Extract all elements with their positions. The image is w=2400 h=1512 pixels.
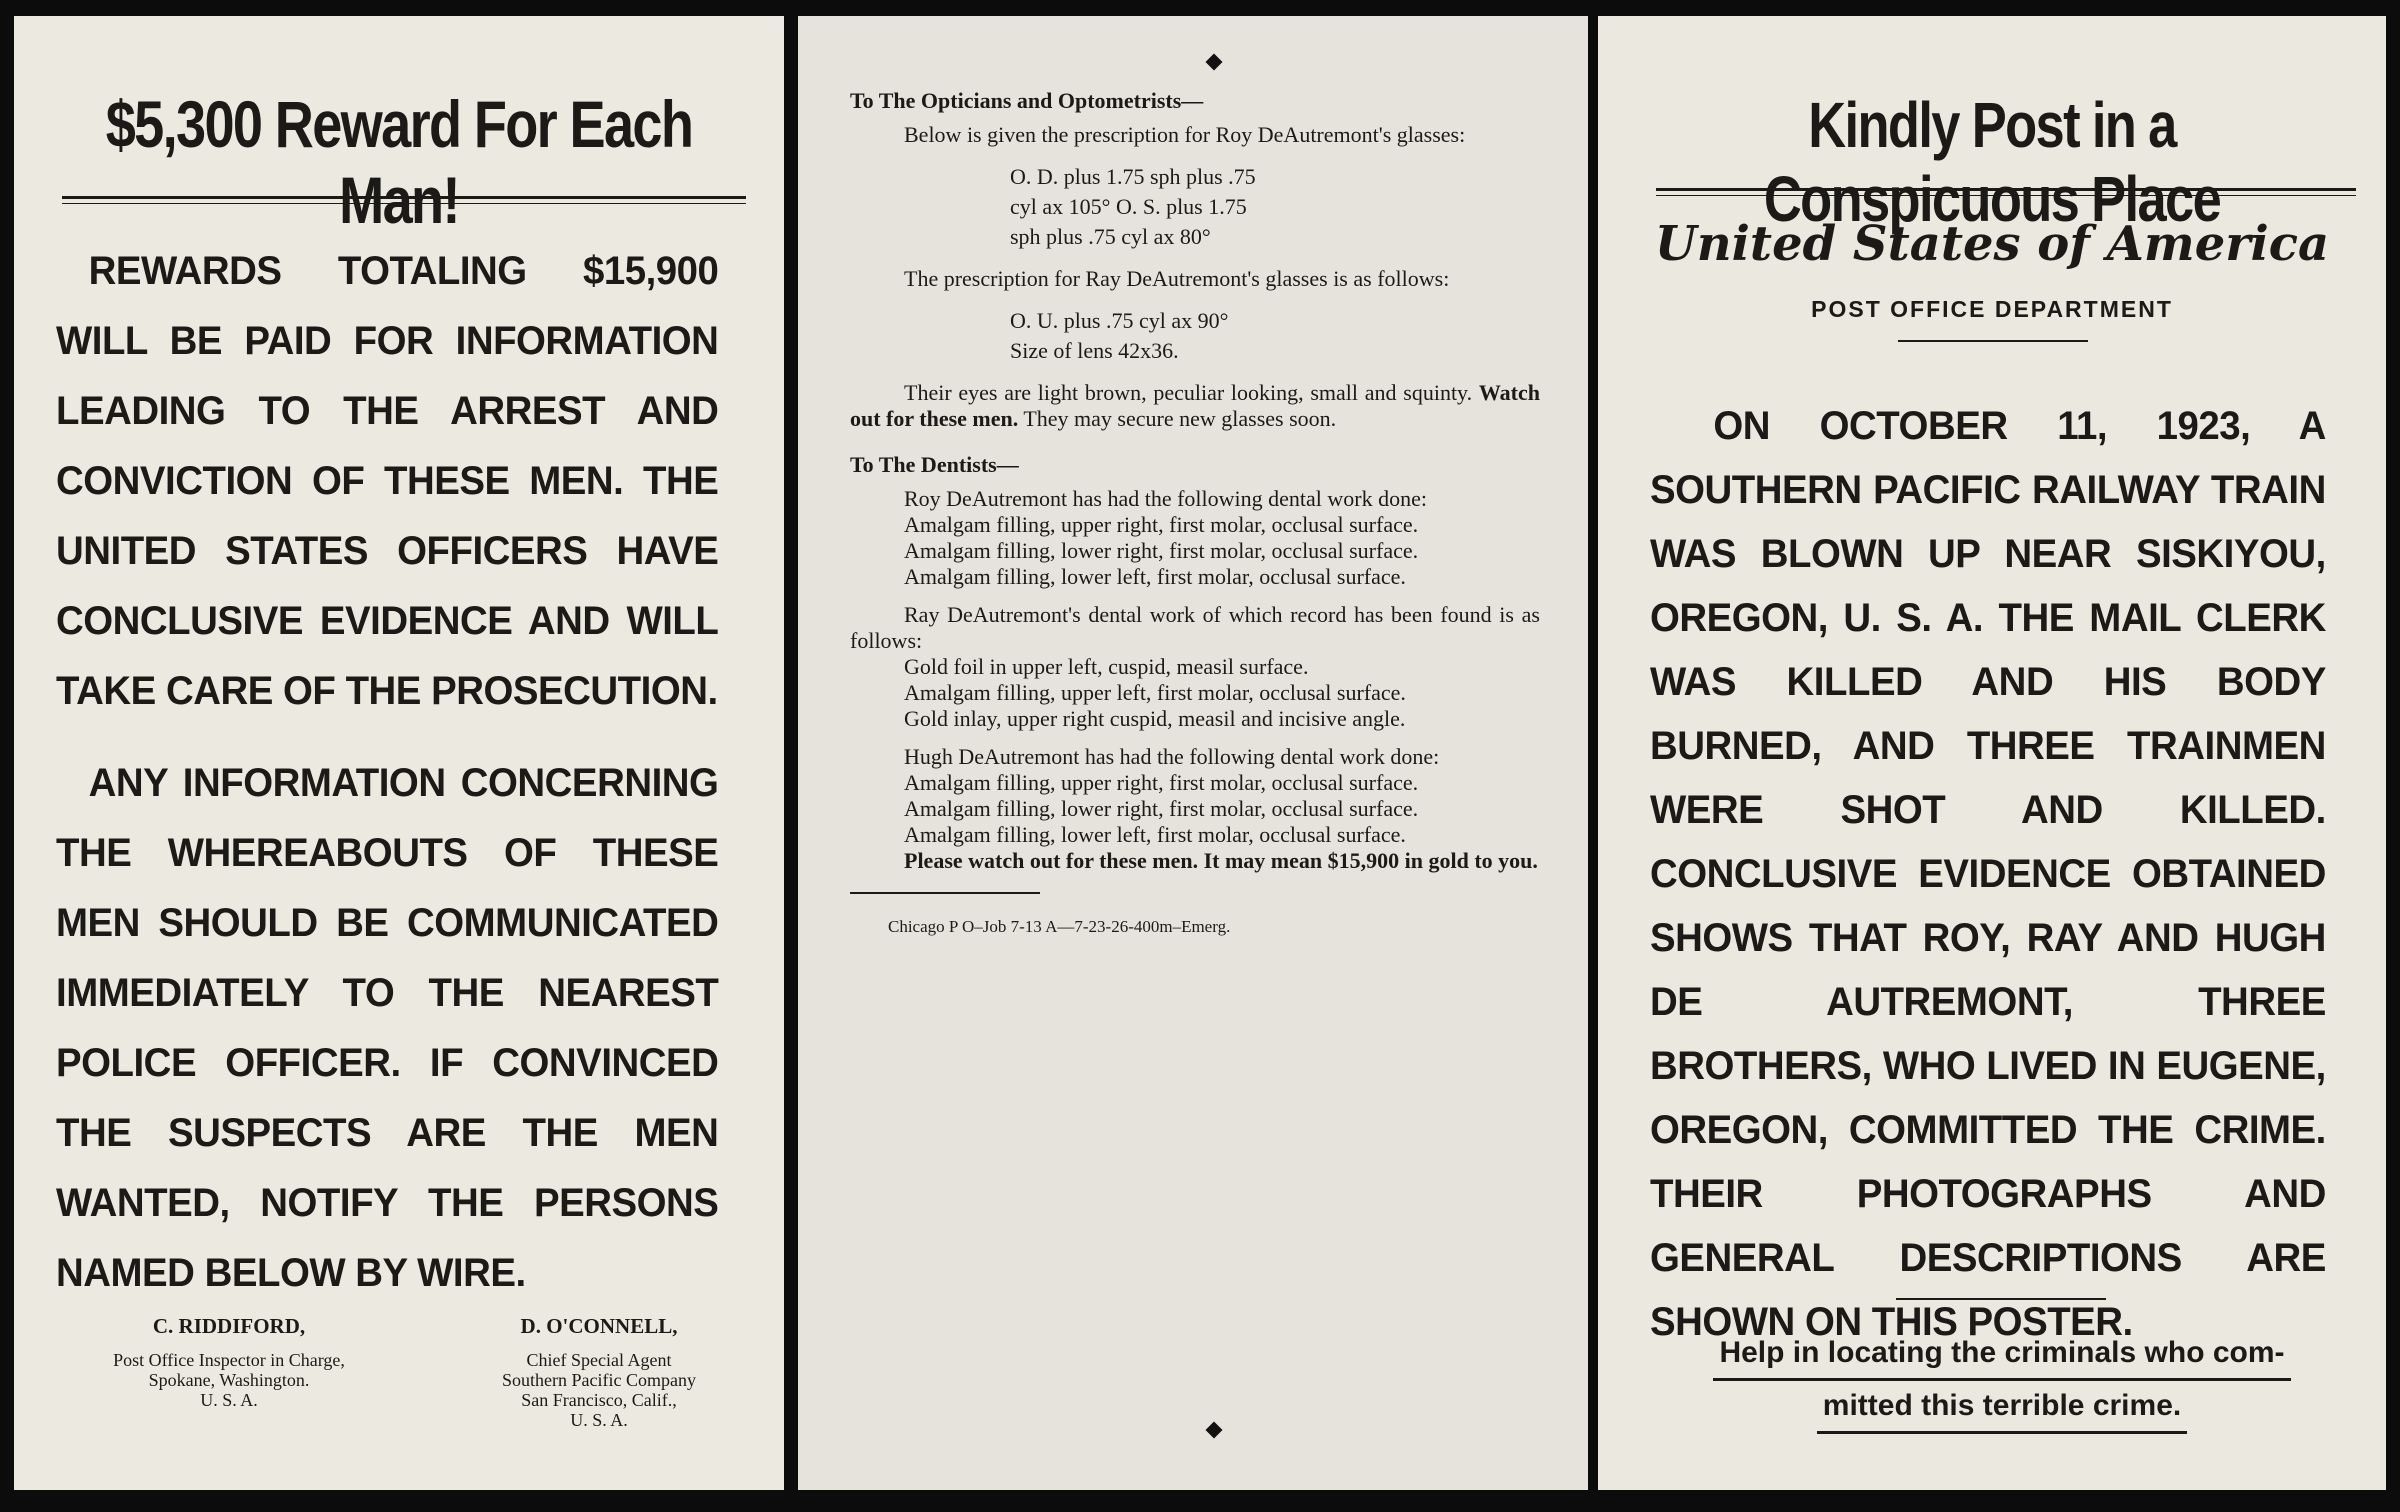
rx-line: cyl ax 105° O. S. plus 1.75 — [1010, 194, 1247, 219]
middle-panel — [798, 16, 1588, 1490]
signer-city: San Francisco, Calif., — [521, 1390, 677, 1410]
signer-riddiford — [64, 1316, 394, 1410]
ray-prescription — [1010, 306, 1540, 366]
rx-line: O. U. plus .75 cyl ax 90° — [1010, 308, 1229, 333]
roy-dental-intro: Roy DeAutremont has had the following dental work done: — [904, 486, 1428, 511]
signer-country: U. S. A. — [200, 1390, 258, 1410]
hugh-dental-intro: Hugh DeAutremont has had the following dental work done: — [904, 744, 1440, 769]
right-panel — [1598, 16, 2386, 1490]
reward-body — [56, 236, 746, 1330]
rx-line: Size of lens 42x36. — [1010, 338, 1179, 363]
dental-item: Amalgam filling, lower right, first molar, occlusal surface. — [904, 796, 1419, 821]
dental-item: Amalgam filling, upper right, first molar, occlusal surface. — [904, 512, 1419, 537]
reward-title: $5,300 Reward For Each Man! — [105, 87, 693, 237]
dental-item: Amalgam filling, upper right, first molar, occlusal surface. — [904, 770, 1419, 795]
dental-item: Amalgam filling, lower left, first molar, occlusal surface. — [904, 564, 1406, 589]
signer-city: Spokane, Washington. — [148, 1370, 310, 1390]
rx-line: O. D. plus 1.75 sph plus .75 — [1010, 164, 1256, 189]
fold-mark — [1206, 1422, 1223, 1439]
printer-line: Chicago P O–Job 7-13 A—7-23-26-400m–Emerg. — [888, 917, 1231, 936]
dental-item: Gold foil in upper left, cuspid, measil surface. — [904, 654, 1309, 679]
signer-title: Chief Special Agent — [526, 1350, 672, 1370]
left-panel — [14, 16, 784, 1490]
help-notice — [1650, 1328, 2354, 1434]
signer-name: D. O'CONNELL, — [520, 1314, 678, 1338]
eyes-warning: Watch out for these men. — [850, 380, 1541, 431]
end-rule — [850, 892, 1040, 894]
roy-glasses-intro: Below is given the prescription for Roy DeAutremont's glasses: — [904, 122, 1466, 147]
opticians-heading: To The Opticians and Optometrists— — [850, 88, 1204, 113]
title-divider — [62, 196, 746, 199]
dental-item: Amalgam filling, upper left, first molar, occlusal surface. — [904, 680, 1406, 705]
signer-country: U. S. A. — [570, 1410, 628, 1430]
reward-paragraph: REWARDS TOTALING $15,900 WILL BE PAID FOR INFORMATION LEADING TO THE ARREST AND CONVICTION OF THESE MEN. THE UNITED STATES OFFICERS HAVE CONCLUSIVE EVIDENCE AND WILL TAKE CARE OF THE PROSECUTION. — [56, 249, 719, 713]
divider — [1898, 340, 2088, 342]
dental-item: Gold inlay, upper right cuspid, measil and incisive angle. — [904, 706, 1406, 731]
information-paragraph: ANY INFORMATION CONCERNING THE WHEREABOUTS OF THESE MEN SHOULD BE COMMUNICATED IMMEDIATELY TO THE NEAREST POLICE OFFICER. IF CONVINCED THE SUSPECTS ARE THE MEN WANTED, NOTIFY THE PERSONS NAMED BELOW BY WIRE. — [56, 761, 719, 1295]
rx-line: sph plus .75 cyl ax 80° — [1010, 224, 1211, 249]
dental-item: Amalgam filling, lower left, first molar, occlusal surface. — [904, 822, 1406, 847]
department-heading: POST OFFICE DEPARTMENT — [1811, 296, 2173, 322]
signer-title: Post Office Inspector in Charge, — [113, 1350, 345, 1370]
dental-item: Amalgam filling, lower right, first molar, occlusal surface. — [904, 538, 1419, 563]
signer-name: C. RIDDIFORD, — [152, 1314, 306, 1338]
title-divider — [1656, 188, 2356, 191]
ray-dental-intro: Ray DeAutremont's dental work of which record has been found is as follows: — [850, 602, 1540, 653]
eyes-description — [850, 380, 1540, 432]
divider — [1896, 1298, 2106, 1300]
dentists-heading: To The Dentists— — [850, 452, 1019, 477]
eyes-text-end: They may secure new glasses soon. — [1023, 406, 1337, 431]
help-line: mitted this terrible crime. — [1817, 1381, 2187, 1434]
signer-company: Southern Pacific Company — [502, 1370, 696, 1390]
roy-prescription — [1010, 162, 1540, 252]
crime-description — [1650, 394, 2354, 1354]
post-notice-title: Kindly Post in a Conspicuous Place — [1763, 89, 2221, 235]
crime-paragraph: ON OCTOBER 11, 1923, A SOUTHERN PACIFIC RAILWAY TRAIN WAS BLOWN UP NEAR SISKIYOU, OREGON, U. S. A. THE MAIL CLERK WAS KILLED AND HIS BODY BURNED, AND THREE TRAINMEN WERE SHOT AND KILLED. CONCLUSIVE EVIDENCE OBTAINED SHOWS THAT ROY, RAY AND HUGH DE AUTREMONT, THREE BROTHERS, WHO LIVED IN EUGENE, OREGON, COMMITTED THE CRIME. THEIR PHOTOGRAPHS AND GENERAL DESCRIPTIONS ARE SHOWN ON THIS POSTER. — [1650, 404, 2326, 1344]
country-heading: United States of America — [1654, 216, 2330, 272]
eyes-text: Their eyes are light brown, peculiar looking, small and squinty. — [904, 380, 1473, 405]
identification-details — [850, 88, 1540, 940]
ray-glasses-intro: The prescription for Ray DeAutremont's glasses is as follows: — [904, 266, 1450, 291]
signer-oconnell — [434, 1316, 764, 1430]
help-line: Help in locating the criminals who com- — [1713, 1328, 2290, 1381]
fold-mark — [1206, 54, 1223, 71]
closing-warning: Please watch out for these men. It may mean $15,900 in gold to you. — [904, 848, 1538, 873]
